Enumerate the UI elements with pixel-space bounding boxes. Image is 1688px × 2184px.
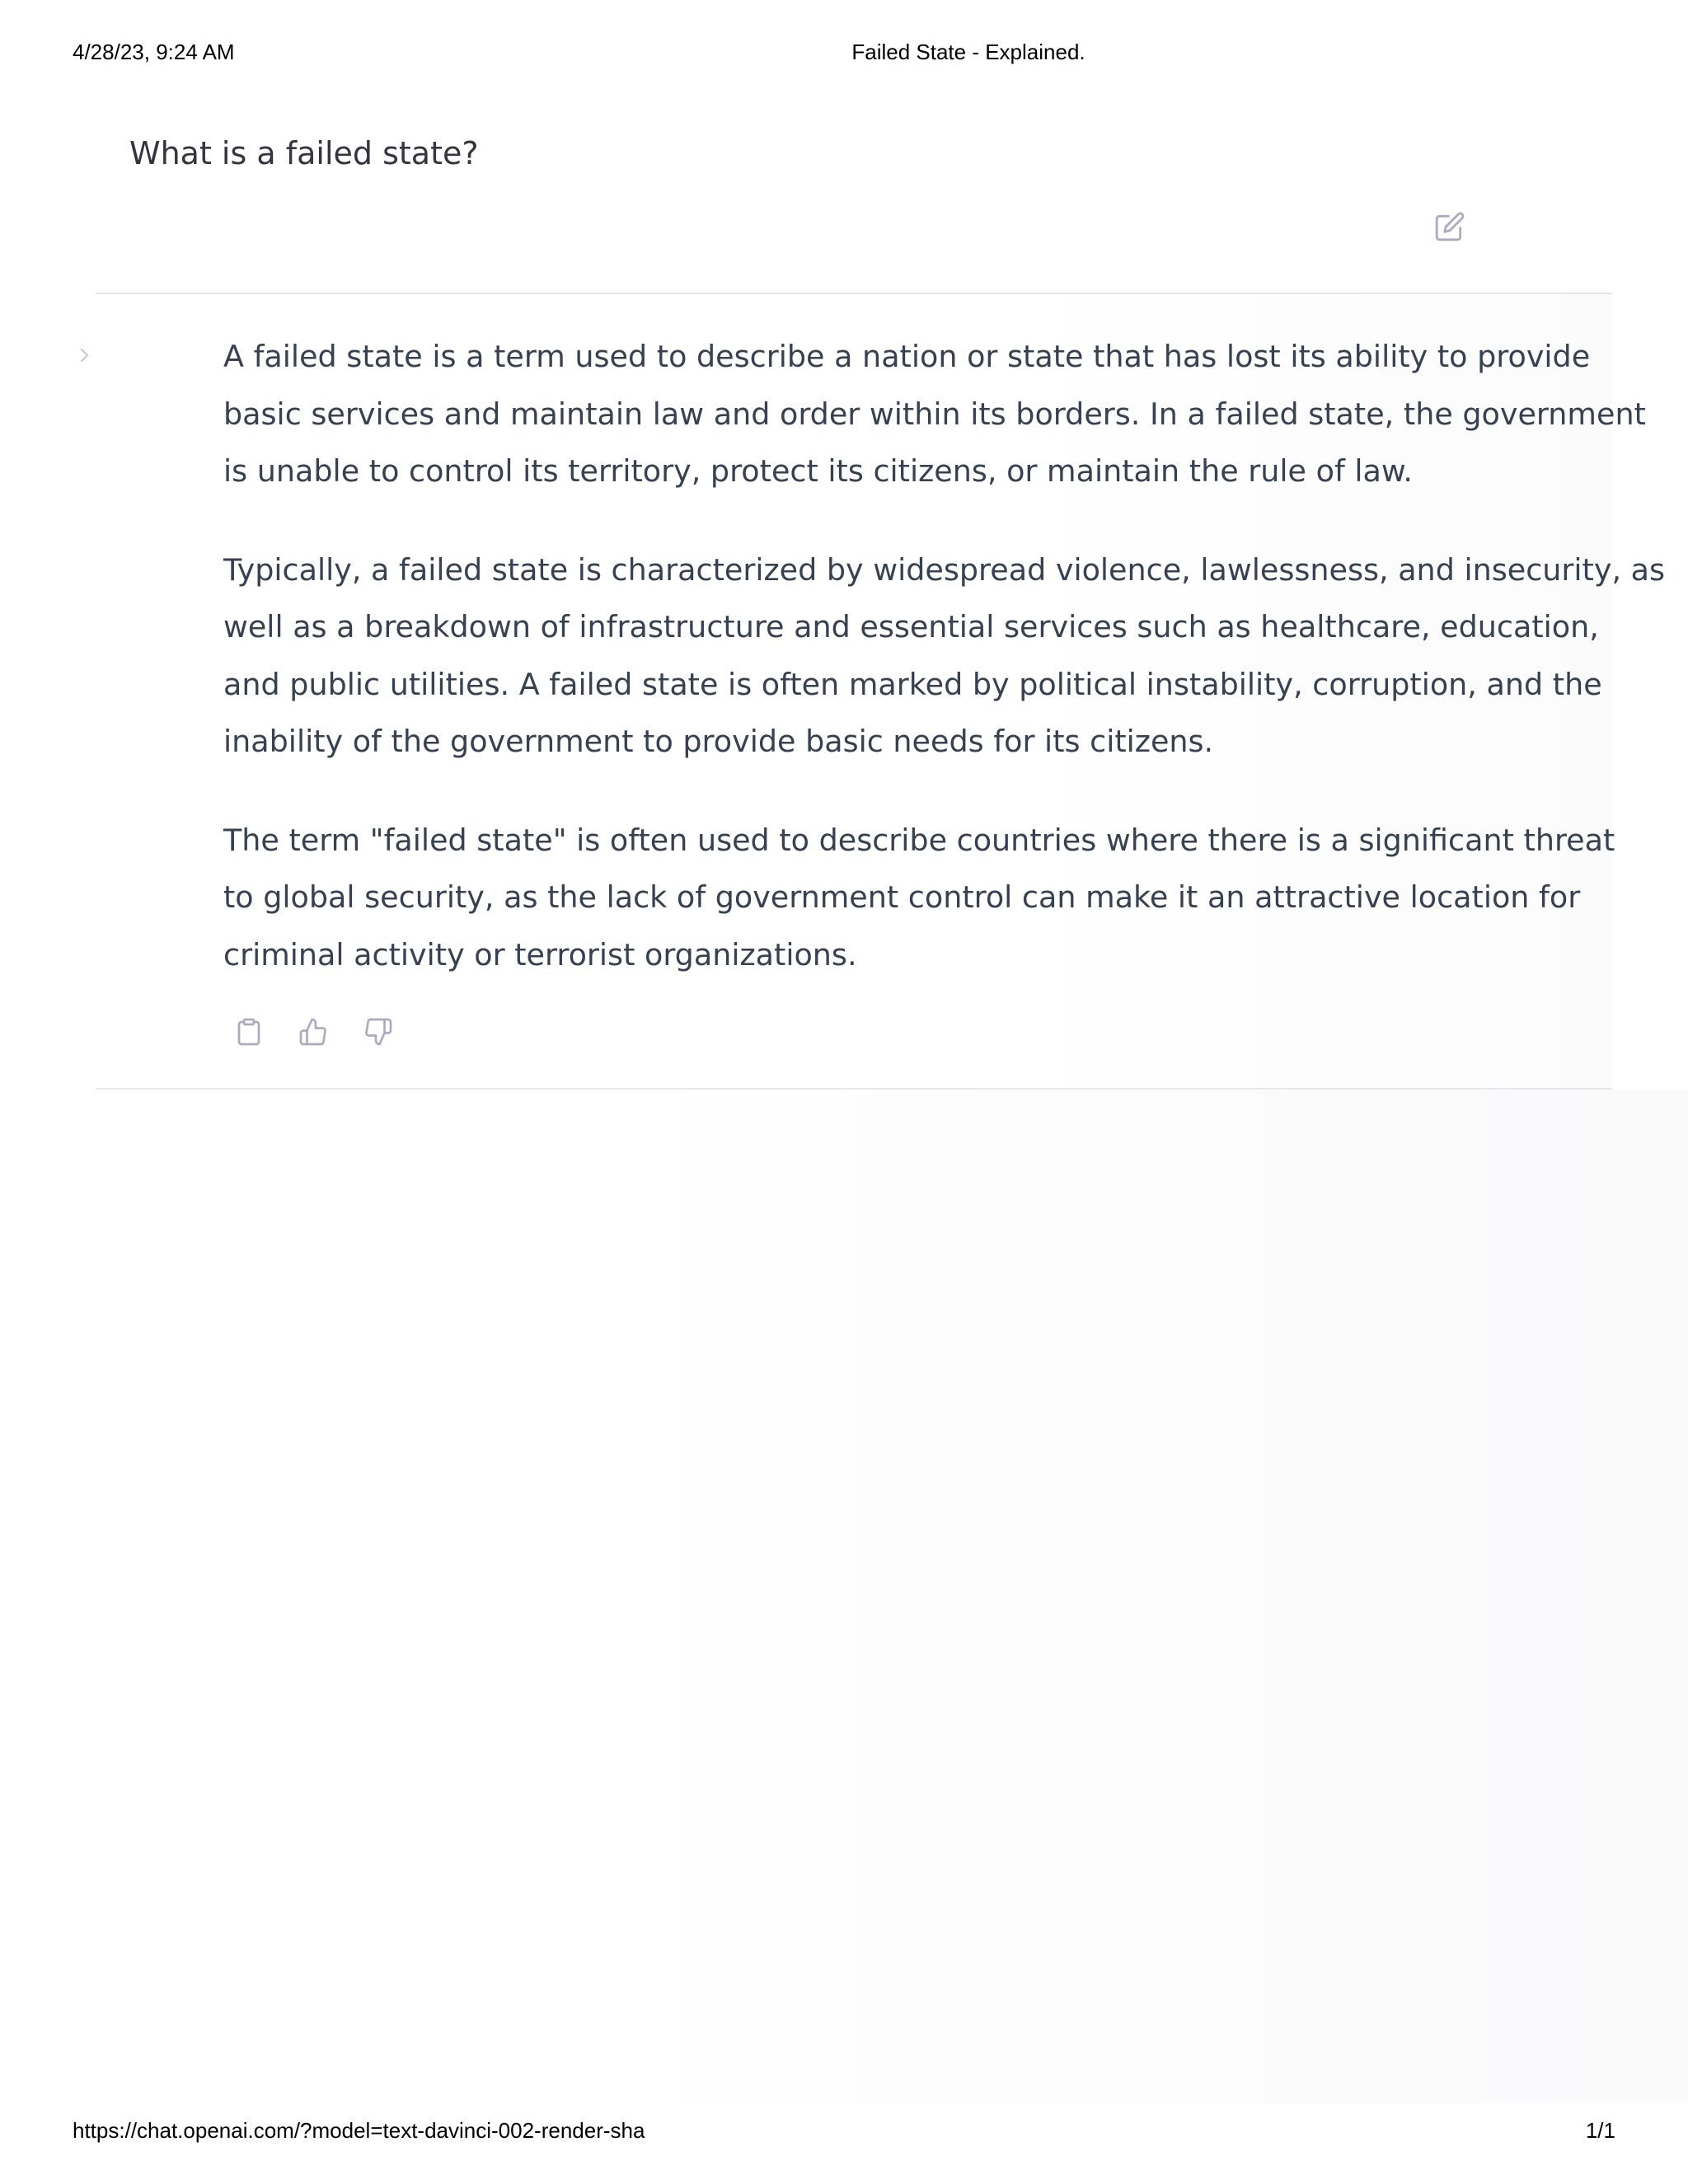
thumbs-down-icon[interactable] bbox=[360, 1014, 396, 1050]
answer-line: and public utilities. A failed state is often marked by political instability, corruption, and the bbox=[223, 666, 1602, 702]
answer-paragraph bbox=[223, 328, 1646, 500]
answer-line: basic services and maintain law and order within its borders. In a failed state, the government bbox=[223, 396, 1646, 432]
answer-paragraph bbox=[223, 812, 1615, 984]
answer-paragraph bbox=[223, 541, 1666, 771]
clipboard-icon[interactable] bbox=[231, 1014, 267, 1050]
print-footer bbox=[0, 2118, 1688, 2146]
message-divider bbox=[96, 293, 1612, 294]
page-background bbox=[626, 1090, 1688, 2103]
thumbs-up-icon[interactable] bbox=[295, 1014, 331, 1050]
answer-line: inability of the government to provide basic needs for its citizens. bbox=[223, 724, 1214, 759]
message-divider bbox=[96, 1088, 1612, 1090]
answer-line: The term "failed state" is often used to describe countries where there is a significant threat bbox=[223, 822, 1615, 858]
print-page-title: Failed State - Explained. bbox=[851, 40, 1085, 64]
print-datetime: 4/28/23, 9:24 AM bbox=[73, 40, 235, 64]
chevron-right-icon[interactable] bbox=[76, 343, 94, 368]
edit-icon[interactable] bbox=[1434, 211, 1465, 242]
answer-line: well as a breakdown of infrastructure and essential services such as healthcare, education, bbox=[223, 609, 1599, 644]
print-header bbox=[0, 40, 1688, 68]
answer-line: A failed state is a term used to describe a nation or state that has lost its ability to provide bbox=[223, 339, 1591, 374]
answer-line: is unable to control its territory, protect its citizens, or maintain the rule of law. bbox=[223, 453, 1414, 489]
user-message: What is a failed state? bbox=[129, 135, 479, 171]
answer-line: to global security, as the lack of government control can make it an attractive location for bbox=[223, 879, 1581, 915]
answer-line: Typically, a failed state is characterized by widespread violence, lawlessness, and insecurity, as bbox=[223, 551, 1666, 588]
answer-line: criminal activity or terrorist organizations. bbox=[223, 936, 857, 972]
assistant-message bbox=[223, 328, 1666, 1024]
print-page-number: 1/1 bbox=[1585, 2118, 1615, 2143]
print-url: https://chat.openai.com/?model=text-davinci-002-render-sha bbox=[73, 2118, 645, 2143]
